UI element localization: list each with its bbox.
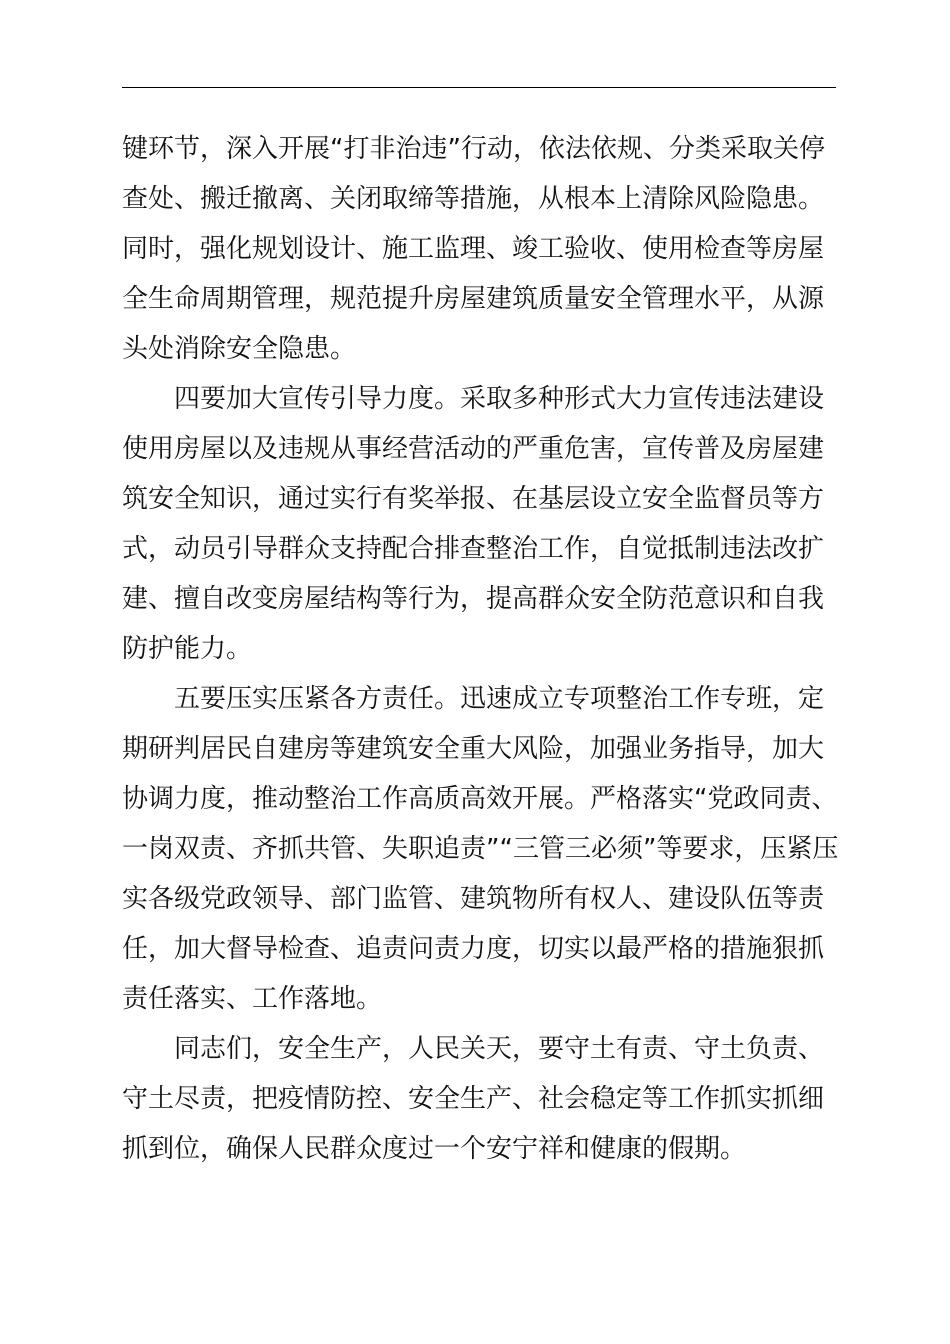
text-line: 实各级党政领导、部门监管、建筑物所有权人、建设队伍等责 [122,884,825,914]
text-line: 键环节，深入开展“打非治违”行动，依法依规、分类采取关停 [122,134,825,164]
text-line: 抓到位，确保人民群众度过一个安宁祥和健康的假期。 [122,1134,747,1164]
text-line: 使用房屋以及违规从事经营活动的严重危害，宣传普及房屋建 [122,434,825,464]
text-line: 建、擅自改变房屋结构等行为，提高群众安全防范意识和自我 [122,584,825,614]
text-line: 筑安全知识，通过实行有奖举报、在基层设立安全监督员等方 [122,484,825,514]
text-line: 四要加大宣传引导力度。采取多种形式大力宣传违法建设 [122,384,825,414]
text-line: 责任落实、工作落地。 [122,984,383,1014]
text-line: 式，动员引导群众支持配合排查整治工作，自觉抵制违法改扩 [122,534,825,564]
text-line: 查处、搬迁撤离、关闭取缔等措施，从根本上清除风险隐患。 [122,184,825,214]
text-line: 全生命周期管理，规范提升房屋建筑质量安全管理水平，从源 [122,284,825,314]
header-rule [122,87,836,88]
text-line: 同时，强化规划设计、施工监理、竣工验收、使用检查等房屋 [122,234,825,264]
text-line: 一岗双责、齐抓共管、失职追责”“三管三必须”等要求，压紧压 [122,834,838,864]
text-line: 期研判居民自建房等建筑安全重大风险，加强业务指导，加大 [122,734,825,764]
text-line: 同志们，安全生产，人民关天，要守土有责、守土负责、 [122,1034,825,1064]
text-line: 头处消除安全隐患。 [122,334,357,364]
text-line: 守土尽责，把疫情防控、安全生产、社会稳定等工作抓实抓细 [122,1084,825,1114]
text-line: 防护能力。 [122,634,253,664]
body-text [122,124,838,1174]
text-line: 五要压实压紧各方责任。迅速成立专项整治工作专班，定 [122,684,825,714]
text-line: 协调力度，推动整治工作高质高效开展。严格落实“党政同责、 [122,784,838,814]
text-line: 任，加大督导检查、追责问责力度，切实以最严格的措施狠抓 [122,934,825,964]
